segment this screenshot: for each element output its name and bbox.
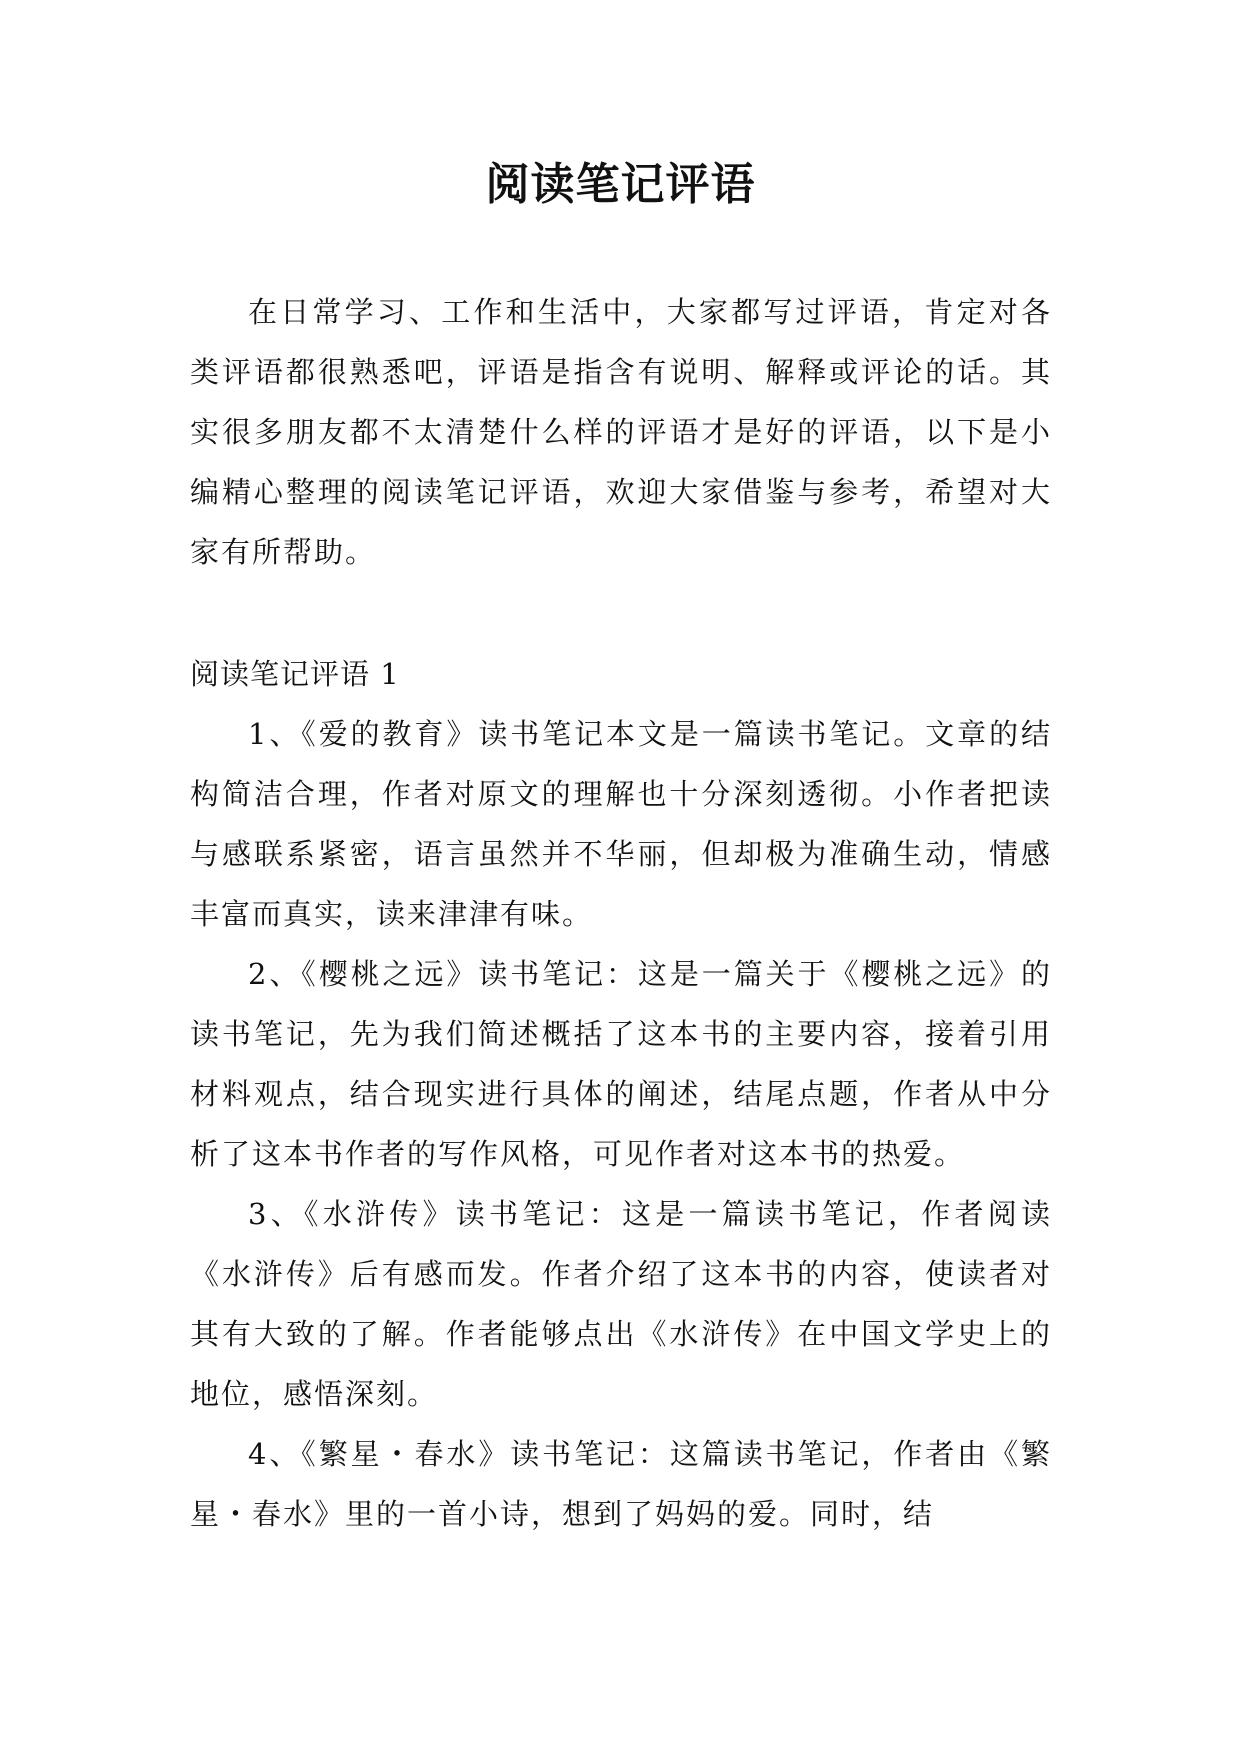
comment-item-1: 1、《爱的教育》读书笔记本文是一篇读书笔记。文章的结构简洁合理，作者对原文的理解也十分深刻透彻。小作者把读与感联系紧密，语言虽然并不华丽，但却极为准确生动，情感丰富而真实，读来津津有味。 (190, 717, 1052, 931)
comment-item-3: 3、《水浒传》读书笔记：这是一篇读书笔记，作者阅读《水浒传》后有感而发。作者介绍了这本书的内容，使读者对其有大致的了解。作者能够点出《水浒传》在中国文学史上的地位，感悟深刻。 (190, 1197, 1052, 1411)
intro-paragraph: 在日常学习、工作和生活中，大家都写过评语，肯定对各类评语都很熟悉吧，评语是指含有说明、解释或评论的话。其实很多朋友都不太清楚什么样的评语才是好的评语，以下是小编精心整理的阅读笔记评语，欢迎大家借鉴与参考，希望对大家有所帮助。 (190, 295, 1052, 569)
document-title: 阅读笔记评语 (485, 159, 756, 210)
document-body (190, 282, 1052, 1544)
comment-item-4: 4、《繁星・春水》读书笔记：这篇读书笔记，作者由《繁星・春水》里的一首小诗，想到了妈妈的爱。同时，结 (190, 1437, 1052, 1531)
comment-item-2: 2、《樱桃之远》读书笔记：这是一篇关于《樱桃之远》的读书笔记，先为我们简述概括了这本书的主要内容，接着引用材料观点，结合现实进行具体的阐述，结尾点题，作者从中分析了这本书作者的写作风格，可见作者对这本书的热爱。 (190, 957, 1052, 1171)
section-heading: 阅读笔记评语 1 (190, 657, 400, 691)
